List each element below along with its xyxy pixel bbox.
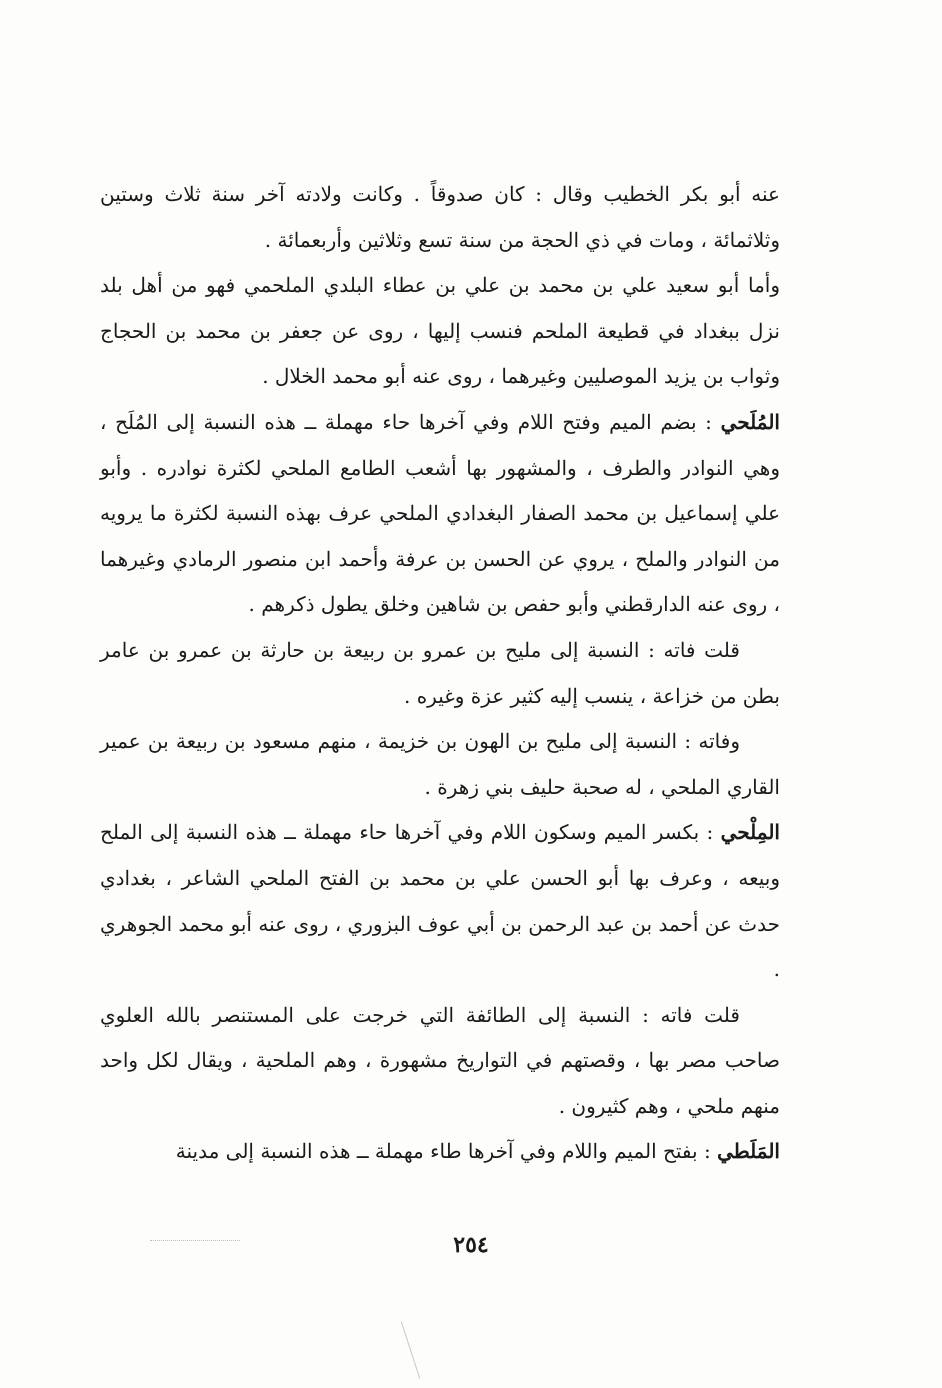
paragraph-text: قلت فاته : النسبة إلى الطائفة التي خرجت على المستنصر بالله العلوي صاحب مصر بها ، وقصتهم في التواريخ مشهورة ، وهم الملحية ، ويقال لكل واحد منهم ملحي ، وهم كثيرون . [100,1002,780,1118]
paragraph [100,172,780,263]
paragraph-text: : بفتح الميم واللام وفي آخرها طاء مهملة ــ هذه النسبة إلى مدينة [175,1139,718,1164]
paragraph-text: : بكسر الميم وسكون اللام وفي آخرها حاء مهملة ــ هذه النسبة إلى الملح وبيعه ، وعرف بها أبو الحسن علي بن محمد بن الفتح الملحي الشاعر ، بغدادي حدث عن أحمد بن عبد الرحمن بن أبي عوف البزوري ، روى عنه أبو محمد الجوهري . [100,820,780,982]
scan-artifact [401,1321,420,1378]
entry-heading: المِلْحي [720,820,780,845]
entry-heading: المَلَطي [717,1139,780,1164]
entry-heading: المُلَحي [720,409,780,434]
paragraph-text: عنه أبو بكر الخطيب وقال : كان صدوقاً . وكانت ولادته آخر سنة ثلاث وستين وثلاثمائة ، ومات في ذي الحجة من سنة تسع وثلاثين وأربعمائة . [100,182,780,252]
paragraph [100,400,780,628]
paragraph [100,993,780,1130]
body-text [100,172,780,1175]
paragraph-text: وفاته : النسبة إلى مليح بن الهون بن خزيمة ، منهم مسعود بن ربيعة بن عمير القاري الملحي ، له صحبة حليف بني زهرة . [100,729,780,799]
paragraph [100,719,780,810]
page-number: ٢٥٤ [453,1232,489,1258]
paragraph [100,263,780,400]
paragraph [100,628,780,719]
paragraph [100,810,780,992]
paragraph-text: : بضم الميم وفتح اللام وفي آخرها حاء مهملة ــ هذه النسبة إلى المُلَح ، وهي النوادر والطرف ، والمشهور بها أشعب الطامع الملحي لكثرة نوادره . وأبو علي إسماعيل بن محمد الصفار البغدادي الملحي عرف بهذه النسبة لكثرة ما يرويه من النوادر والملح ، يروي عن الحسن بن عرفة وأحمد ابن منصور الرمادي وغيرهما ، روى عنه الدارقطني وأبو حفص بن شاهين وخلق يطول ذكرهم . [100,409,780,617]
paragraph-text: قلت فاته : النسبة إلى مليح بن عمرو بن ربيعة بن حارثة بن عمرو بن عامر بطن من خزاعة ، ينسب إليه كثير عزة وغيره . [100,637,780,708]
paragraph [100,1129,780,1175]
paragraph-text: وأما أبو سعيد علي بن محمد بن علي بن عطاء البلدي الملحمي فهو من أهل بلد نزل ببغداد في قطيعة الملحم فنسب إليها ، روى عن جعفر بن محمد بن الحجاج وثواب بن يزيد الموصليين وغيرهما ، روى عنه أبو محمد الخلال . [100,273,780,389]
